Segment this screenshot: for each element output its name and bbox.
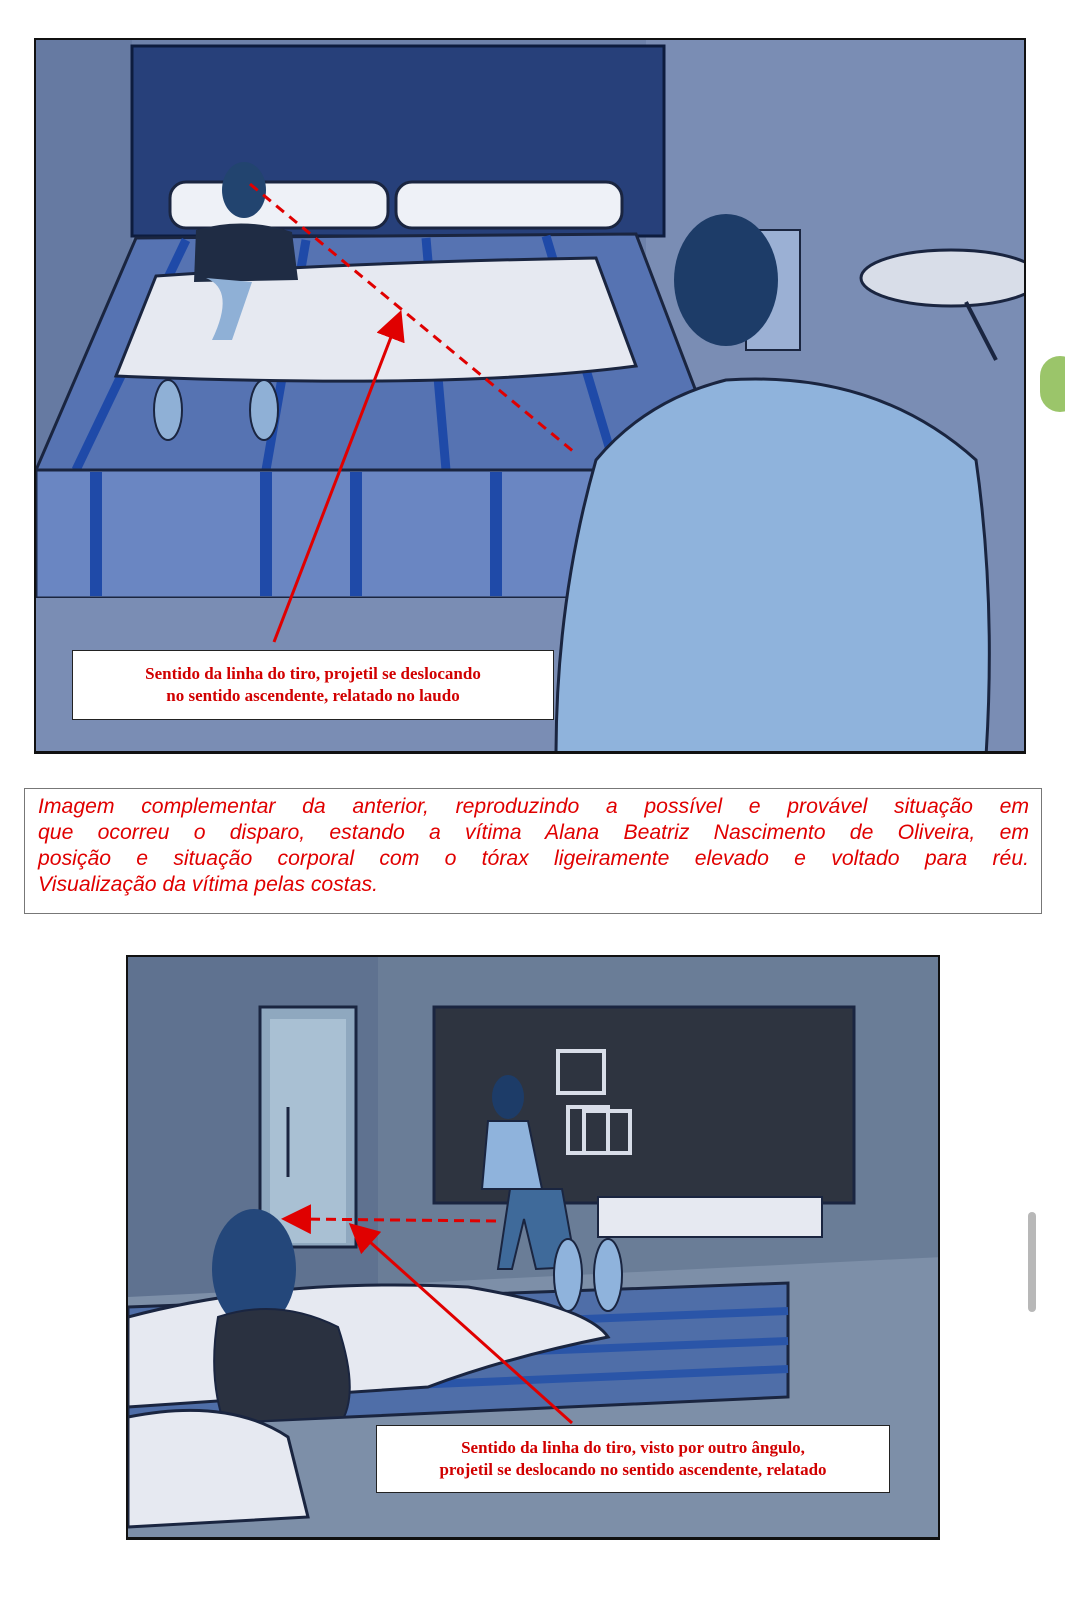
description-line-3: posição e situação corporal com o tórax ligeiramente elevado e voltado para réu.: [38, 847, 1029, 870]
scrollbar-thumb[interactable]: [1028, 1212, 1036, 1312]
trajectory-caption-top: [72, 650, 554, 720]
description-line-2: que ocorreu o disparo, estando a vítima Alana Beatriz Nascimento de Oliveira, em: [38, 821, 1029, 844]
caption-bottom-line-2: projetil se deslocando no sentido ascendente, relatado: [439, 1460, 827, 1479]
description-line-4: Visualização da vítima pelas costas.: [38, 873, 378, 896]
trajectory-caption-bottom: [376, 1425, 890, 1493]
caption-top-line-1: Sentido da linha do tiro, projetil se deslocando: [145, 664, 481, 683]
description-line-1: Imagem complementar da anterior, reproduzindo a possível e provável situação em: [38, 795, 1029, 818]
side-panel-handle[interactable]: [1040, 356, 1065, 412]
caption-bottom-line-1: Sentido da linha do tiro, visto por outro ângulo,: [461, 1438, 805, 1457]
caption-top-line-2: no sentido ascendente, relatado no laudo: [166, 686, 460, 705]
bedroom-scene-front-view: [36, 40, 1026, 754]
illustration-bottom: [126, 955, 940, 1540]
illustration-top: [34, 38, 1026, 754]
description-box: [24, 788, 1042, 914]
